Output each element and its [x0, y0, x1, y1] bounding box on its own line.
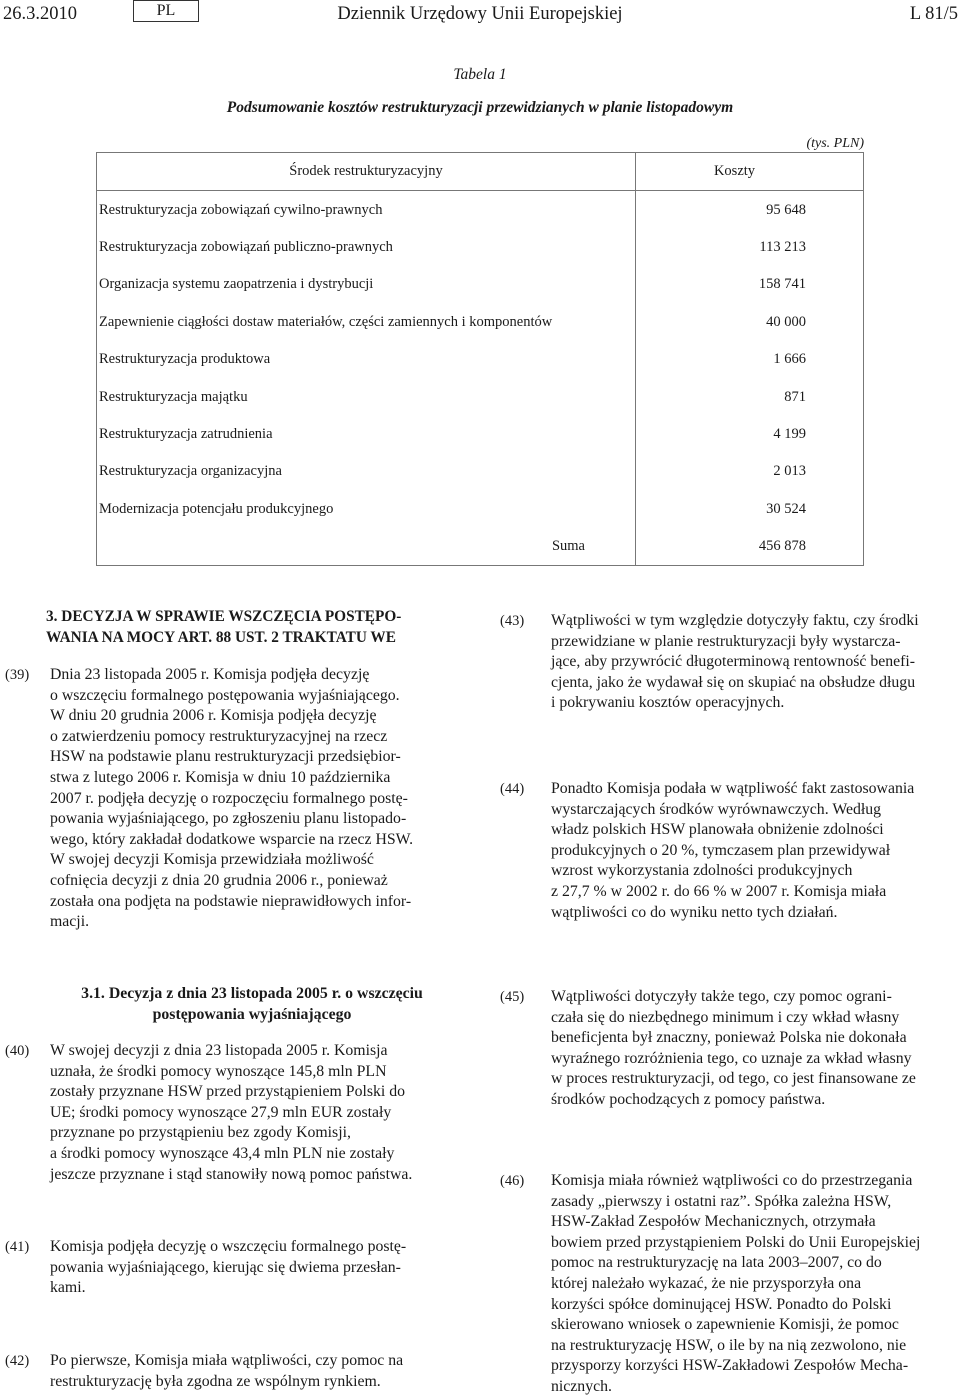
row-measure-label: Restrukturyzacja zobowiązań publiczno-prawnych [97, 229, 636, 266]
section-3-heading [46, 607, 401, 648]
paragraph-text [551, 987, 957, 1111]
row-measure-label: Organizacja systemu zaopatrzenia i dystrybucji [97, 266, 636, 303]
table-unit: (tys. PLN) [806, 136, 864, 151]
table-row [97, 304, 864, 341]
paragraph-line: przewidziane w planie restrukturyzacji były wystarcza- [551, 632, 901, 650]
paragraph-line: zasady „pierwszy i ostatni raz”. Spółka zależna HSW, [551, 1192, 892, 1210]
paragraph-number: (46) [500, 1173, 525, 1189]
paragraph-line: cofnięcia decyzji z dnia 20 grudnia 2006 r., ponieważ [50, 871, 388, 889]
paragraph-line: o wszczęciu formalnego postępowania wyjaśniającego. [50, 686, 400, 704]
paragraph-line: i pokrywaniu kosztów operacyjnych. [551, 694, 785, 712]
column-header-cost: Koszty [636, 153, 864, 191]
table-caption: Tabela 1 [453, 66, 507, 83]
table-row [97, 416, 864, 453]
paragraph-line: beneficjenta był znaczny, ponieważ Polska nie dokonała [551, 1029, 907, 1047]
paragraph-line: wystarczających środków wyrównawczych. Według [551, 800, 882, 818]
paragraph-text [551, 779, 957, 923]
section-3-1-heading-line: 3.1. Decyzja z dnia 23 listopada 2005 r. o wszczęciu [81, 985, 423, 1002]
row-cost-value: 2 013 [636, 453, 864, 490]
paragraph-line: kami. [50, 1279, 86, 1297]
row-measure-label: Restrukturyzacja produktowa [97, 341, 636, 378]
paragraph-line: a środki pomocy wynoszące 43,4 mln PLN nie zostały [50, 1144, 395, 1162]
section-3-1-heading-line: postępowania wyjaśniającego [152, 1005, 352, 1023]
row-measure-label: Restrukturyzacja organizacyjna [97, 453, 636, 490]
paragraph-line: nicznych. [551, 1377, 612, 1395]
paragraph-line: na restrukturyzację HSW, o ile by na nią zezwolono, nie [551, 1336, 907, 1354]
section-3-heading-line: WANIA NA MOCY ART. 88 UST. 2 TRAKTATU WE [46, 628, 396, 646]
paragraph-number: (44) [500, 781, 525, 797]
row-cost-value: 4 199 [636, 416, 864, 453]
paragraph-line: bowiem przed przystąpieniem Polski do Unii Europejskiej [551, 1233, 921, 1251]
paragraph-line: z 27,7 % w 2002 r. do 66 % w 2007 r. Komisja miała [551, 882, 887, 900]
table-row [97, 341, 864, 378]
sum-value: 456 878 [636, 528, 864, 566]
row-cost-value: 158 741 [636, 266, 864, 303]
row-measure-label: Zapewnienie ciągłości dostaw materiałów, części zamiennych i komponentów [97, 304, 636, 341]
paragraph-text [50, 665, 454, 933]
paragraph-number: (45) [500, 989, 525, 1005]
paragraph-line: wyraźnego rozróżnienia tego, co uznaje za wkład własny [551, 1049, 912, 1067]
paragraph-line: W swojej decyzji Komisja przewidziała możliwość [50, 851, 374, 869]
row-cost-value: 40 000 [636, 304, 864, 341]
paragraph-line: wego, który zakładał dodatkowe wsparcie na rzecz HSW. [50, 830, 414, 848]
paragraph-text [50, 1237, 454, 1299]
paragraph-line: uznała, że środki pomocy wynoszące 145,8 mln PLN [50, 1062, 387, 1080]
paragraph-line: macji. [50, 913, 90, 931]
table-row [97, 229, 864, 266]
paragraph-line: UE; środki pomocy wynoszące 27,9 mln EUR zostały [50, 1103, 392, 1121]
paragraph-line: przysporzy korzyści HSW-Zakładowi Zespołów Mecha- [551, 1357, 909, 1375]
paragraph-line: Komisja podjęła decyzję o wszczęciu formalnego postę- [50, 1238, 407, 1255]
table-row [97, 266, 864, 303]
paragraph-line: przyznane po przystąpieniu bez zgody Komisji, [50, 1124, 351, 1142]
paragraph-line: Ponadto Komisja podała w wątpliwość fakt zastosowania [551, 780, 915, 797]
paragraph-line: pomoc na restrukturyzację na lata 2003–2007, co do [551, 1254, 882, 1272]
paragraph-line: Komisja miała również wątpliwości co do przestrzegania [551, 1172, 913, 1189]
cost-summary-table [96, 152, 864, 566]
paragraph-line: produkcyjnych o 20 %, tymczasem plan przewidywał [551, 841, 891, 859]
publication-date: 26.3.2010 [3, 4, 77, 24]
paragraph-line: środków pochodzących z pomocy państwa. [551, 1090, 826, 1108]
paragraph-text [50, 1041, 454, 1185]
paragraph-line: jeszcze przyznane i stąd stanowiły nową pomoc państwa. [50, 1165, 413, 1183]
table-row [97, 491, 864, 528]
paragraph-number: (41) [5, 1239, 30, 1255]
table-header-row [97, 153, 864, 191]
table-row [97, 191, 864, 229]
paragraph-line: której należało wykazać, że nie przysporzyła ona [551, 1274, 862, 1292]
paragraph-line: w proces restrukturyzacji, od tego, co jest finansowane ze [551, 1070, 916, 1088]
paragraph-line: czała się do niezbędnego minimum i czy wkład własny [551, 1008, 900, 1026]
paragraph-line: W swojej decyzji z dnia 23 listopada 2005 r. Komisja [50, 1042, 388, 1059]
table-sum-row [97, 528, 864, 566]
table-title: Podsumowanie kosztów restrukturyzacji przewidzianych w planie listopadowym [226, 99, 734, 116]
row-measure-label: Modernizacja potencjału produkcyjnego [97, 491, 636, 528]
table-row [97, 378, 864, 415]
paragraph-line: wątpliwości co do wyniku netto tych działań. [551, 903, 838, 921]
column-header-measure: Środek restrukturyzacyjny [97, 153, 636, 191]
paragraph-line: Dnia 23 listopada 2005 r. Komisja podjęła decyzję [50, 666, 370, 683]
row-measure-label: Restrukturyzacja zatrudnienia [97, 416, 636, 453]
paragraph-line: została ona podjęta na podstawie nieprawidłowych infor- [50, 892, 412, 910]
table-row [97, 453, 864, 490]
paragraph-line: W dniu 20 grudnia 2006 r. Komisja podjęła decyzję [50, 707, 377, 725]
paragraph-line: o zatwierdzeniu pomocy restrukturyzacyjnej na rzecz [50, 727, 388, 745]
paragraph-line: powania wyjaśniającego, po zgłoszeniu planu listopado- [50, 810, 407, 828]
paragraph-line: zostały przyznane HSW przed przystąpieniem Polski do [50, 1083, 406, 1101]
row-cost-value: 871 [636, 378, 864, 415]
row-measure-label: Restrukturyzacja majątku [97, 378, 636, 415]
paragraph-number: (40) [5, 1043, 30, 1059]
paragraph-line: skierowano wniosek o zapewnienie Komisji, że pomoc [551, 1316, 899, 1334]
paragraph-line: władz polskich HSW planowała obniżenie zdolności [551, 821, 884, 839]
paragraph-line: HSW-Zakład Zespołów Mechanicznych, otrzymała [551, 1213, 876, 1231]
journal-title: Dziennik Urzędowy Unii Europejskiej [337, 4, 623, 24]
language-code-box: PL [133, 0, 199, 22]
paragraph-line: HSW na podstawie planu restrukturyzacji przedsiębior- [50, 748, 401, 766]
sum-label: Suma [97, 528, 636, 566]
paragraph-line: wzrost wykorzystania zdolności produkcyjnych [551, 862, 853, 880]
paragraph-number: (39) [5, 667, 30, 683]
paragraph-text [50, 1351, 454, 1392]
paragraph-line: powania wyjaśniającego, kierując się dwiema przesłan- [50, 1258, 401, 1276]
paragraph-line: jące, aby przywrócić długoterminową rentowność benefi- [551, 653, 916, 671]
paragraph-number: (42) [5, 1353, 30, 1369]
paragraph-line: korzyści spółce dominującej HSW. Ponadto do Polski [551, 1295, 892, 1313]
paragraph-text [551, 611, 957, 714]
row-cost-value: 1 666 [636, 341, 864, 378]
paragraph-line: Wątpliwości w tym względzie dotyczyły faktu, czy środki [551, 612, 919, 629]
section-3-1-heading [50, 984, 454, 1025]
paragraph-line: Wątpliwości dotyczyły także tego, czy pomoc ograni- [551, 988, 892, 1005]
paragraph-line: Po pierwsze, Komisja miała wątpliwości, czy pomoc na [50, 1352, 404, 1369]
paragraph-line: cjenta, jako że wydawał się on skupiać na obsłudze długu [551, 673, 916, 691]
section-3-heading-line: 3. DECYZJA W SPRAWIE WSZCZĘCIA POSTĘPO- [46, 608, 402, 625]
row-measure-label: Restrukturyzacja zobowiązań cywilno-prawnych [97, 191, 636, 229]
row-cost-value: 113 213 [636, 229, 864, 266]
row-cost-value: 95 648 [636, 191, 864, 229]
paragraph-text [551, 1171, 957, 1398]
paragraph-number: (43) [500, 613, 525, 629]
paragraph-line: 2007 r. podjęła decyzję o rozpoczęciu formalnego postę- [50, 789, 408, 807]
row-cost-value: 30 524 [636, 491, 864, 528]
paragraph-line: stwa z lutego 2006 r. Komisja w dniu 10 października [50, 768, 391, 786]
paragraph-line: restrukturyzację była zgodna ze wspólnym rynkiem. [50, 1372, 381, 1390]
page-reference: L 81/5 [909, 4, 958, 24]
